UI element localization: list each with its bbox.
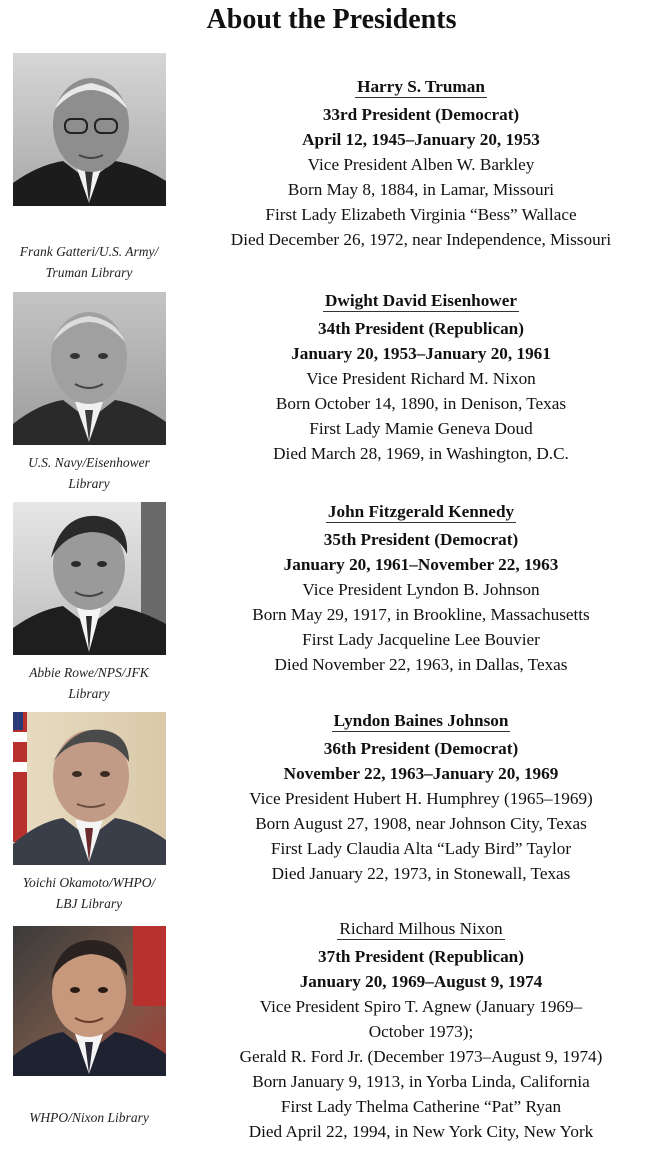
term-dates: January 20, 1961–November 22, 1963 (283, 555, 559, 574)
detail-line: Born May 8, 1884, in Lamar, Missouri (287, 180, 555, 199)
detail-line: Vice President Alben W. Barkley (307, 155, 535, 174)
portrait-photo (13, 292, 166, 445)
detail-line: Born August 27, 1908, near Johnson City, Texas (255, 814, 587, 833)
detail-line: First Lady Claudia Alta “Lady Bird” Taylor (270, 839, 572, 858)
president-info (192, 288, 650, 466)
term-dates: April 12, 1945–January 20, 1953 (302, 130, 540, 149)
president-office: 37th President (Republican) (318, 947, 524, 966)
detail-line: Died December 26, 1972, near Independence, Missouri (230, 230, 612, 249)
detail-line: Born January 9, 1913, in Yorba Linda, California (252, 1072, 590, 1091)
president-office: 35th President (Democrat) (323, 530, 519, 549)
detail-line: Died January 22, 1973, in Stonewall, Texas (271, 864, 571, 883)
photo-credit: U.S. Navy/Eisenhower Library (28, 455, 150, 491)
president-office: 36th President (Democrat) (323, 739, 519, 758)
president-info (192, 499, 650, 677)
detail-line: Gerald R. Ford Jr. (December 1973–August 9, 1974) (239, 1047, 603, 1066)
term-dates: January 20, 1969–August 9, 1974 (299, 972, 543, 991)
detail-line: Died March 28, 1969, in Washington, D.C. (273, 444, 569, 463)
term-dates: November 22, 1963–January 20, 1969 (283, 764, 559, 783)
portrait-photo (13, 712, 166, 865)
president-name: Lyndon Baines Johnson (333, 711, 509, 730)
detail-line: Born May 29, 1917, in Brookline, Massachusetts (252, 605, 590, 624)
detail-line: Died April 22, 1994, in New York City, New York (248, 1122, 594, 1141)
president-name: Harry S. Truman (357, 77, 485, 96)
president-name: Dwight David Eisenhower (325, 291, 517, 310)
detail-line: First Lady Mamie Geneva Doud (309, 419, 533, 438)
detail-line: Vice President Hubert H. Humphrey (1965–1969) (249, 789, 593, 808)
president-name: Richard Milhous Nixon (339, 919, 503, 938)
president-info (192, 708, 650, 886)
president-office: 34th President (Republican) (318, 319, 524, 338)
detail-line: Born October 14, 1890, in Denison, Texas (275, 394, 567, 413)
photo-credit: Abbie Rowe/NPS/JFK Library (29, 665, 149, 701)
photo-credit: Frank Gatteri/U.S. Army/ Truman Library (19, 244, 159, 280)
portrait-photo (13, 926, 166, 1076)
term-dates: January 20, 1953–January 20, 1961 (291, 344, 551, 363)
page-title: About the Presidents (206, 4, 457, 35)
detail-line: First Lady Elizabeth Virginia “Bess” Wallace (265, 205, 577, 224)
detail-line: October 1973); (368, 1022, 474, 1041)
detail-line: Vice President Richard M. Nixon (306, 369, 536, 388)
photo-credit: WHPO/Nixon Library (29, 1110, 149, 1125)
detail-line: Vice President Lyndon B. Johnson (302, 580, 540, 599)
photo-credit: Yoichi Okamoto/WHPO/ LBJ Library (22, 875, 156, 911)
portrait-photo (13, 502, 166, 655)
detail-line: First Lady Thelma Catherine “Pat” Ryan (280, 1097, 562, 1116)
president-info (192, 916, 650, 1144)
president-office: 33rd President (Democrat) (322, 105, 520, 124)
portrait-photo (13, 53, 166, 206)
detail-line: Vice President Spiro T. Agnew (January 1969– (259, 997, 583, 1016)
president-name: John Fitzgerald Kennedy (327, 502, 515, 521)
president-info (192, 74, 650, 252)
detail-line: First Lady Jacqueline Lee Bouvier (302, 630, 540, 649)
detail-line: Died November 22, 1963, in Dallas, Texas (274, 655, 568, 674)
